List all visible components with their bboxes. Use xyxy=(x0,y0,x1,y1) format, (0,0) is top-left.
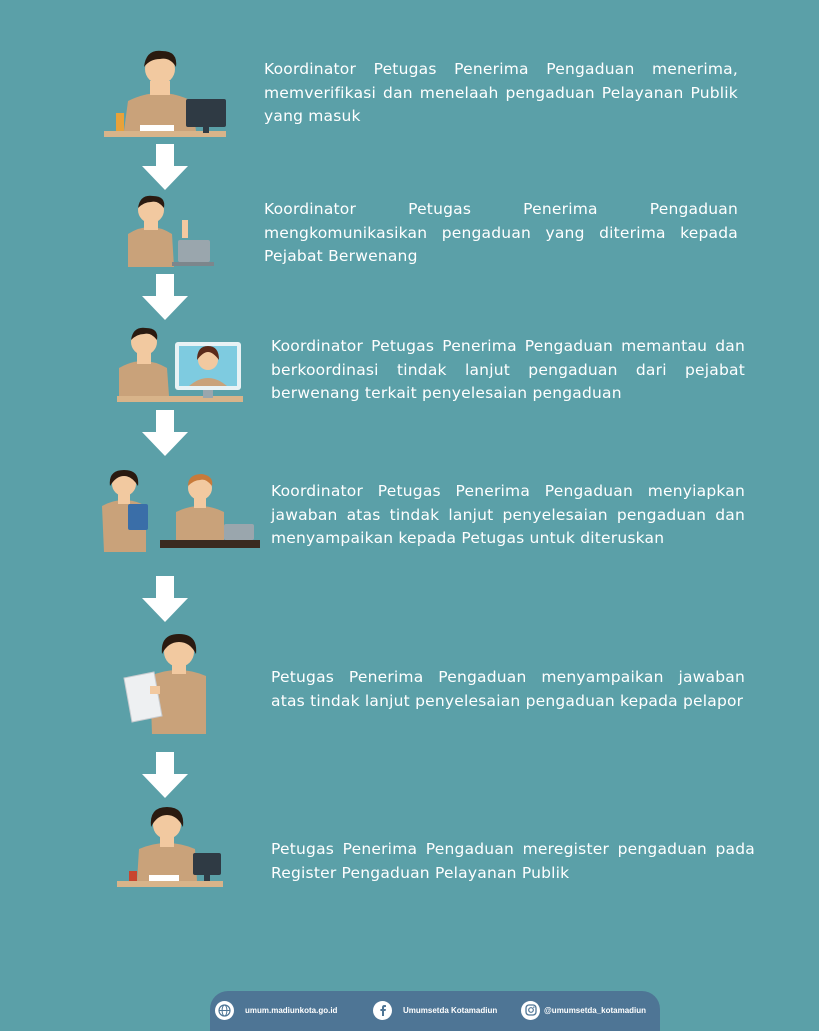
step-4-text: Koordinator Petugas Penerima Pengaduan menyiapkan jawaban atas tindak lanjut penyelesaian pengaduan dan menyampaikan kepada Petugas untuk diteruskan xyxy=(271,482,745,547)
officers-handover-illustration xyxy=(100,468,262,554)
arrow-down-icon xyxy=(142,144,188,190)
officer-with-laptop-illustration xyxy=(124,192,214,267)
step-2-text: Koordinator Petugas Penerima Pengaduan mengkomunikasikan pengaduan yang diterima kepada Pejabat Berwenang xyxy=(264,200,738,265)
video-call-illustration xyxy=(115,326,245,404)
step-6-text: Petugas Penerima Pengaduan meregister pengaduan pada Register Pengaduan Pelayanan Publik xyxy=(271,840,755,882)
footer-contact-bar xyxy=(210,991,660,1031)
website-label: umum.madiunkota.go.id xyxy=(245,1005,338,1015)
globe-icon xyxy=(215,1001,234,1020)
facebook-icon xyxy=(373,1001,392,1020)
facebook-link[interactable] xyxy=(373,999,497,1021)
step-3-text: Koordinator Petugas Penerima Pengaduan memantau dan berkoordinasi tindak lanjut pengaduan dari pejabat berwenang terkait penyelesaian pengaduan xyxy=(271,337,745,402)
facebook-label: Umumsetda Kotamadiun xyxy=(403,1005,498,1015)
arrow-down-icon xyxy=(142,752,188,798)
officer-holding-document-illustration xyxy=(120,628,210,736)
instagram-link[interactable] xyxy=(521,999,646,1021)
instagram-label: @umumsetda_kotamadiun xyxy=(544,1005,647,1015)
arrow-down-icon xyxy=(142,410,188,456)
step-1-text: Koordinator Petugas Penerima Pengaduan menerima, memverifikasi dan menelaah pengaduan Pelayanan Publik yang masuk xyxy=(264,60,738,125)
officer-at-computer-illustration xyxy=(100,45,230,143)
arrow-down-icon xyxy=(142,576,188,622)
website-link[interactable] xyxy=(215,999,337,1021)
step-5-text: Petugas Penerima Pengaduan menyampaikan jawaban atas tindak lanjut penyelesaian pengaduan kepada pelapor xyxy=(271,668,745,710)
arrow-down-icon xyxy=(142,274,188,320)
officer-registering-illustration xyxy=(115,805,225,889)
instagram-icon xyxy=(521,1001,540,1020)
